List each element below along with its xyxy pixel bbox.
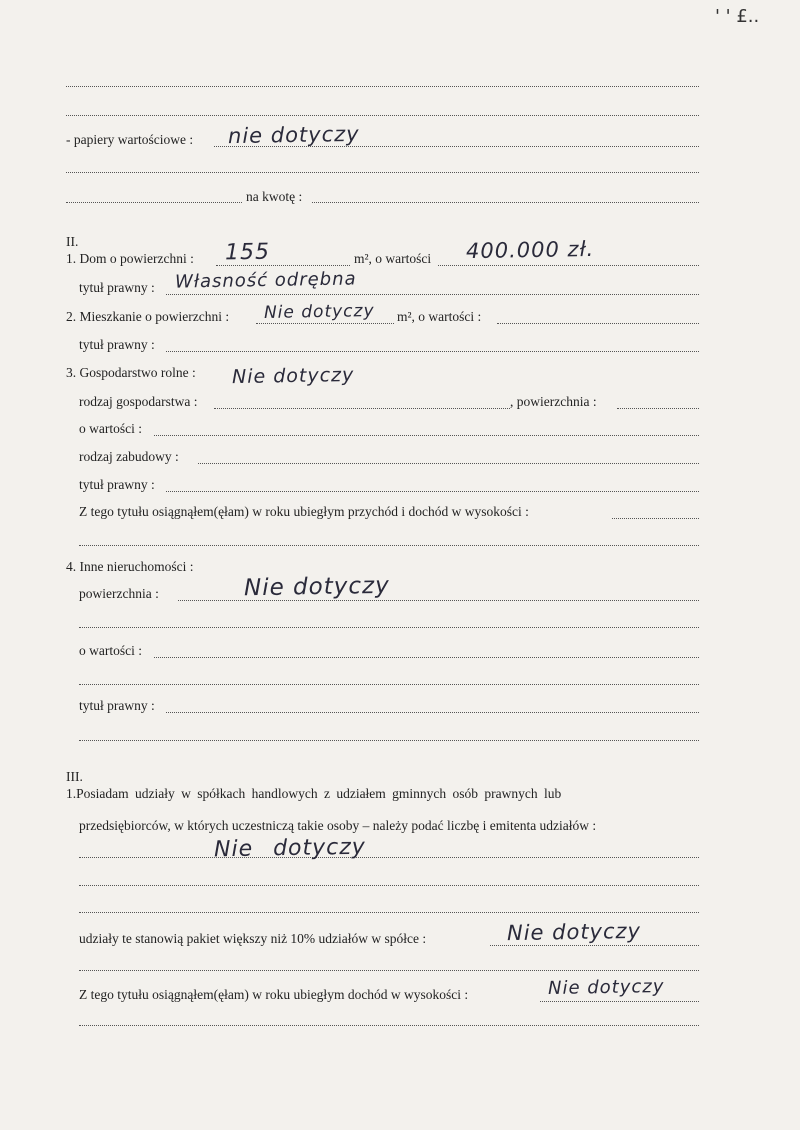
house-worth-value[interactable]: 400.000 zł.: [465, 236, 595, 264]
packet-value[interactable]: Nie dotyczy: [506, 918, 642, 946]
house-unit-label: m², o wartości: [354, 251, 432, 266]
farm-type-line: [214, 408, 510, 409]
farm-title-line: [166, 491, 699, 492]
blank-line: [79, 1025, 699, 1026]
farm-area-line: [617, 408, 699, 409]
blank-line: [66, 172, 699, 173]
shares-line: [79, 857, 699, 858]
packet-label: udziały te stanowią pakiet większy niż 10% udziałów w spółce :: [79, 931, 427, 946]
blank-line: [66, 86, 699, 87]
bleed-through-text: [300, 588, 570, 606]
farm-buildings-label: rodzaj zabudowy :: [79, 449, 179, 464]
farm-worth-label: o wartości :: [79, 421, 142, 436]
farm-income-label: Z tego tytułu osiągnąłem(ęłam) w roku ubiegłym przychód i dochód w wysokości :: [79, 504, 529, 519]
blank-line: [79, 545, 699, 546]
corner-mark: ' ' £..: [715, 6, 760, 27]
blank-line: [79, 912, 699, 913]
apartment-unit-label: m², o wartości :: [397, 309, 482, 324]
bleed-through-text: [480, 640, 660, 658]
house-label: 1. Dom o powierzchni :: [66, 251, 194, 266]
income-line: [540, 1001, 699, 1002]
bleed-through-text: [220, 730, 660, 748]
farm-type-label: rodzaj gospodarstwa :: [79, 394, 198, 409]
house-area-value[interactable]: 155: [224, 239, 271, 266]
bleed-through-text: [200, 948, 310, 966]
other-title-label: tytuł prawny :: [79, 698, 155, 713]
farm-buildings-line: [198, 463, 699, 464]
securities-label: - papiery wartościowe :: [66, 132, 194, 147]
income-label: Z tego tytułu osiągnąłem(ęłam) w roku ubiegłym dochód w wysokości :: [79, 987, 469, 1002]
house-title-line: [166, 294, 699, 295]
apartment-label: 2. Mieszkanie o powierzchni :: [66, 309, 230, 324]
apartment-worth-line: [497, 323, 699, 324]
farm-area-label: , powierzchnia :: [510, 394, 597, 409]
blank-line: [66, 202, 242, 203]
blank-line: [79, 970, 699, 971]
other-area-label: powierzchnia :: [79, 586, 159, 601]
apartment-area-line: [256, 323, 394, 324]
shares-label-line1: 1.Posiadam udziały w spółkach handlowych z udziałem gminnych osób prawnych lub: [66, 786, 562, 801]
bleed-through-text: [200, 678, 580, 696]
shares-label-line2: przedsiębiorców, w których uczestniczą takie osoby – należy podać liczbę i emitenta udziałów :: [79, 818, 597, 833]
securities-amount-label: na kwotę :: [246, 189, 303, 204]
other-worth-label: o wartości :: [79, 643, 142, 658]
section-iii-heading: III.: [66, 769, 83, 784]
other-property-label: 4. Inne nieruchomości :: [66, 559, 194, 574]
packet-line: [490, 945, 699, 946]
bleed-through-text: [10, 704, 730, 722]
blank-line: [79, 885, 699, 886]
income-value[interactable]: Nie dotyczy: [547, 975, 665, 1000]
securities-amount-line: [312, 202, 699, 203]
blank-line: [66, 115, 699, 116]
house-title-value[interactable]: Własność odrębna: [174, 268, 357, 293]
bleed-through-text: [245, 1012, 365, 1030]
house-worth-line: [438, 265, 699, 266]
farm-value[interactable]: Nie dotyczy: [231, 363, 355, 389]
farm-worth-line: [154, 435, 699, 436]
bleed-through-text: [160, 646, 300, 664]
apartment-title-label: tytuł prawny :: [79, 337, 155, 352]
shares-value[interactable]: Nie dotyczy: [213, 834, 367, 863]
farm-income-line: [612, 518, 699, 519]
farm-label: 3. Gospodarstwo rolne :: [66, 365, 196, 380]
house-title-label: tytuł prawny :: [79, 280, 155, 295]
blank-line: [79, 627, 699, 628]
apartment-area-value[interactable]: Nie dotyczy: [263, 301, 375, 323]
section-ii-heading: II.: [66, 234, 79, 249]
securities-value[interactable]: nie dotyczy: [227, 121, 360, 149]
other-area-value[interactable]: Nie dotyczy: [243, 572, 390, 602]
apartment-title-line: [166, 351, 699, 352]
farm-title-label: tytuł prawny :: [79, 477, 155, 492]
